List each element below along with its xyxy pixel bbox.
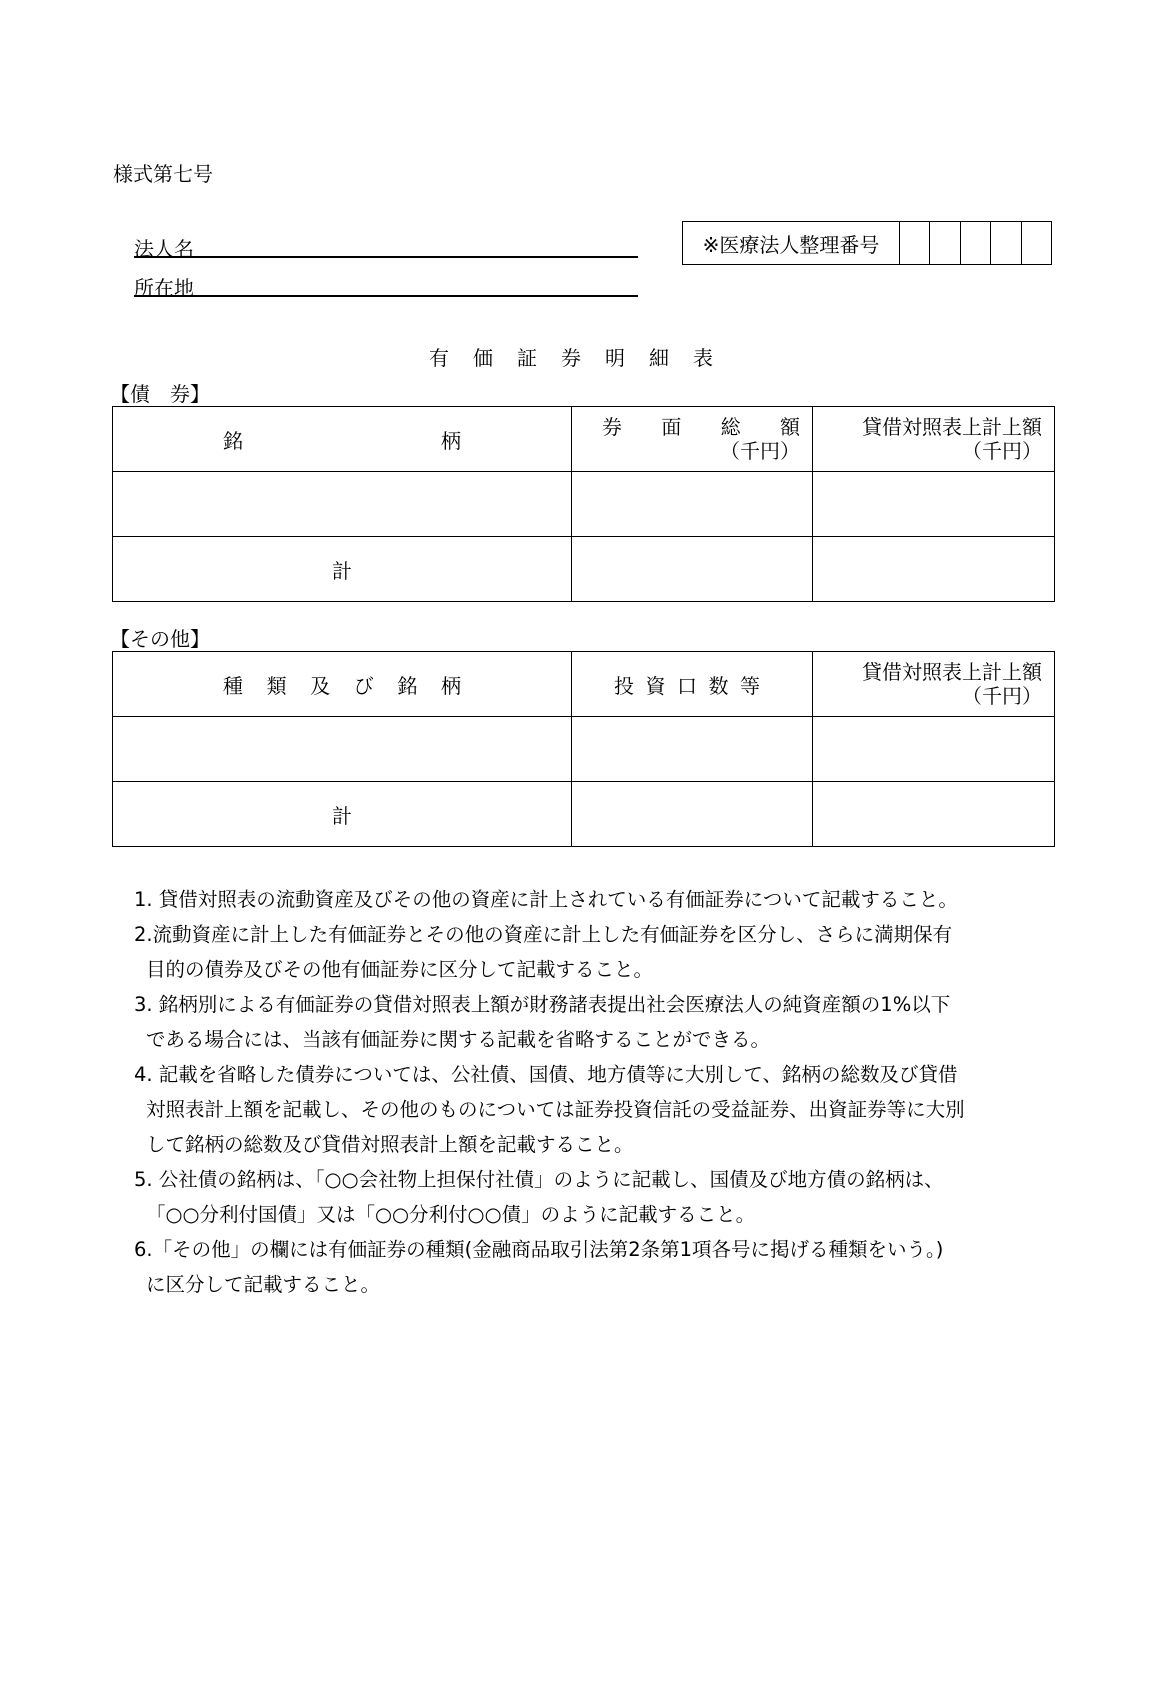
others-header-row: [113, 652, 1055, 717]
table-cell[interactable]: [813, 782, 1055, 847]
table-cell[interactable]: [113, 472, 572, 537]
table-cell[interactable]: [572, 782, 813, 847]
registration-digit-cell[interactable]: [991, 222, 1021, 264]
bonds-header-row: [113, 407, 1055, 472]
header-char: 銘: [223, 428, 243, 453]
bonds-table: [112, 406, 1055, 602]
table-cell[interactable]: [113, 717, 572, 782]
registration-digit-cell[interactable]: [900, 222, 930, 264]
note-continuation: 対照表計上額を記載し、その他のものについては証券投資信託の受益証券、出資証券等に大別: [146, 1098, 965, 1121]
table-cell[interactable]: [572, 717, 813, 782]
note-item: 2.流動資産に計上した有価証券とその他の資産に計上した有価証券を区分し、さらに満期保有: [134, 923, 953, 946]
header-char: 柄: [440, 673, 461, 698]
total-label: 計: [113, 537, 572, 602]
registration-digit-cell[interactable]: [930, 222, 960, 264]
book-value-label: 貸借対照表上計上額: [862, 660, 1042, 684]
address-underline[interactable]: [134, 295, 638, 297]
others-header-type: [113, 652, 572, 717]
bonds-header-face-value: [572, 407, 813, 472]
note-continuation: 「○○分利付国債」又は「○○分利付○○債」のように記載すること。: [146, 1203, 756, 1226]
header-char: 投: [614, 673, 634, 698]
header-char: 及: [310, 673, 331, 698]
note-item: 1. 貸借対照表の流動資産及びその他の資産に計上されている有価証券について記載すること。: [134, 888, 958, 911]
registration-digit-cell[interactable]: [1022, 222, 1051, 264]
bonds-header-book-value: [813, 407, 1055, 472]
header-char: 口: [677, 673, 697, 698]
note-item: 5. 公社債の銘柄は、「○○会社物上担保付社債」のように記載し、国債及び地方債の銘柄は、: [134, 1168, 944, 1191]
bonds-header-name: [113, 407, 572, 472]
header-char: び: [353, 673, 374, 698]
note-item: 3. 銘柄別による有価証券の貸借対照表上額が財務諸表提出社会医療法人の純資産額の1%以下: [134, 993, 951, 1016]
header-char: 数: [708, 673, 729, 698]
note-continuation: 目的の債券及びその他有価証券に区分して記載すること。: [146, 958, 654, 981]
note-continuation: に区分して記載すること。: [146, 1273, 381, 1296]
note-item: 6.「その他」の欄には有価証券の種類(金融商品取引法第2条第1項各号に掲げる種類をいう。): [134, 1238, 944, 1261]
header-char: 面: [661, 415, 682, 439]
registration-number-box: [682, 221, 1052, 265]
table-cell[interactable]: [813, 537, 1055, 602]
others-header-book-value: [813, 652, 1055, 717]
document-title: 有価証券明細表: [429, 346, 737, 370]
unit-label: （千円）: [720, 439, 800, 463]
header-char: 資: [645, 673, 666, 698]
others-table: [112, 651, 1055, 847]
bonds-total-row: [113, 537, 1055, 602]
table-cell[interactable]: [813, 717, 1055, 782]
corp-name-label: 法人名: [134, 237, 194, 261]
header-char: 額: [779, 415, 800, 439]
note-item: 4. 記載を省略した債券については、公社債、国債、地方債等に大別して、銘柄の総数及び貸借: [134, 1063, 958, 1086]
note-continuation: して銘柄の総数及び貸借対照表計上額を記載すること。: [146, 1133, 634, 1156]
unit-label: （千円）: [962, 684, 1042, 708]
others-total-row: [113, 782, 1055, 847]
header-char: 類: [266, 673, 287, 698]
table-row: [113, 717, 1055, 782]
header-char: 券: [602, 415, 622, 439]
table-row: [113, 472, 1055, 537]
header-char: 柄: [441, 428, 461, 453]
table-cell[interactable]: [572, 537, 813, 602]
others-section-label: 【その他】: [110, 627, 210, 651]
header-char: 等: [740, 673, 760, 698]
table-cell[interactable]: [813, 472, 1055, 537]
book-value-label: 貸借対照表上計上額: [862, 415, 1042, 439]
registration-digit-cell[interactable]: [961, 222, 991, 264]
registration-label: ※医療法人整理番号: [683, 222, 900, 264]
header-char: 種: [223, 673, 243, 698]
others-header-units: [572, 652, 813, 717]
note-continuation: である場合には、当該有価証券に関する記載を省略することができる。: [146, 1028, 771, 1051]
corp-name-underline[interactable]: [134, 256, 638, 258]
unit-label: （千円）: [962, 439, 1042, 463]
address-label: 所在地: [134, 276, 194, 300]
total-label: 計: [113, 782, 572, 847]
form-number: 様式第七号: [113, 162, 213, 186]
header-char: 銘: [397, 673, 418, 698]
bonds-section-label: 【債 券】: [110, 382, 210, 406]
notes-list: [134, 882, 1054, 1302]
header-char: 総: [720, 415, 741, 439]
table-cell[interactable]: [572, 472, 813, 537]
